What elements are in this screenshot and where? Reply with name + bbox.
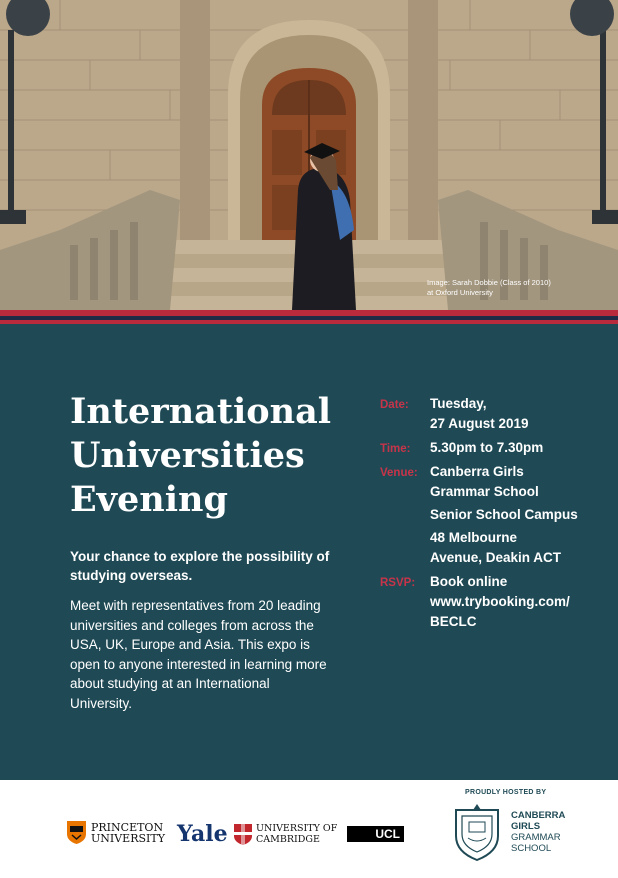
host-line-4: SCHOOL [511, 843, 552, 854]
cggs-logo [452, 802, 565, 862]
title-line-2: Universities [70, 435, 305, 476]
princeton-line-1: PRINCETON [91, 820, 164, 834]
princeton-line-2: UNIVERSITY [91, 831, 165, 845]
princeton-logo [67, 821, 165, 844]
rsvp-row [380, 572, 610, 632]
oxford-building-illustration [0, 0, 618, 310]
event-info-panel [0, 324, 618, 780]
title-line-1: International [70, 391, 332, 432]
cambridge-shield-icon [234, 824, 252, 845]
event-title [70, 390, 370, 522]
description-text: Meet with representatives from 20 leading universities and colleges from across the USA, UK, Europe and Asia. This expo is open to anyone interested in learning more about studying at an International University. [70, 598, 327, 711]
rsvp-link-suffix[interactable]: BECLC [430, 614, 477, 629]
sponsor-footer [0, 780, 618, 878]
time-row [380, 438, 610, 458]
host-line-1: CANBERRA [511, 810, 566, 821]
time-value: 5.30pm to 7.30pm [430, 440, 544, 455]
venue-line-3: Senior School Campus [430, 507, 578, 522]
venue-label: Venue: [380, 467, 418, 479]
host-line-2: GIRLS [511, 821, 541, 832]
cambridge-logo [234, 823, 337, 845]
date-line-1: Tuesday, [430, 396, 487, 411]
title-line-3: Evening [70, 479, 228, 520]
venue-line-1: Canberra Girls [430, 464, 524, 479]
cambridge-line-2: CAMBRIDGE [256, 834, 320, 845]
ucl-logo: UCL [347, 826, 404, 842]
rsvp-link[interactable]: www.trybooking.com/ [430, 594, 570, 609]
hero-photo [0, 0, 618, 310]
intro-text: Your chance to explore the possibility of studying overseas. [70, 549, 330, 583]
date-row [380, 394, 610, 434]
venue-row [380, 462, 610, 568]
time-label: Time: [380, 443, 411, 455]
cambridge-line-1: UNIVERSITY OF [256, 823, 338, 834]
rsvp-label: RSVP: [380, 577, 416, 589]
caption-line-2: at Oxford University [427, 288, 493, 297]
caption-line-1: Image: Sarah Dobbie (Class of 2010) [427, 278, 551, 287]
cggs-crest-icon [452, 802, 502, 862]
hosted-by-label: PROUDLY HOSTED BY [465, 789, 547, 796]
date-line-2: 27 August 2019 [430, 416, 529, 431]
venue-line-2: Grammar School [430, 484, 539, 499]
princeton-shield-icon [67, 821, 86, 844]
venue-line-5: Avenue, Deakin ACT [430, 550, 562, 565]
photo-caption [427, 278, 612, 298]
date-label: Date: [380, 399, 409, 411]
event-details [380, 394, 610, 636]
rsvp-line-1: Book online [430, 574, 508, 589]
venue-line-4: 48 Melbourne [430, 530, 518, 545]
yale-logo: Yale [177, 821, 228, 847]
host-line-3: GRAMMAR [511, 832, 561, 843]
